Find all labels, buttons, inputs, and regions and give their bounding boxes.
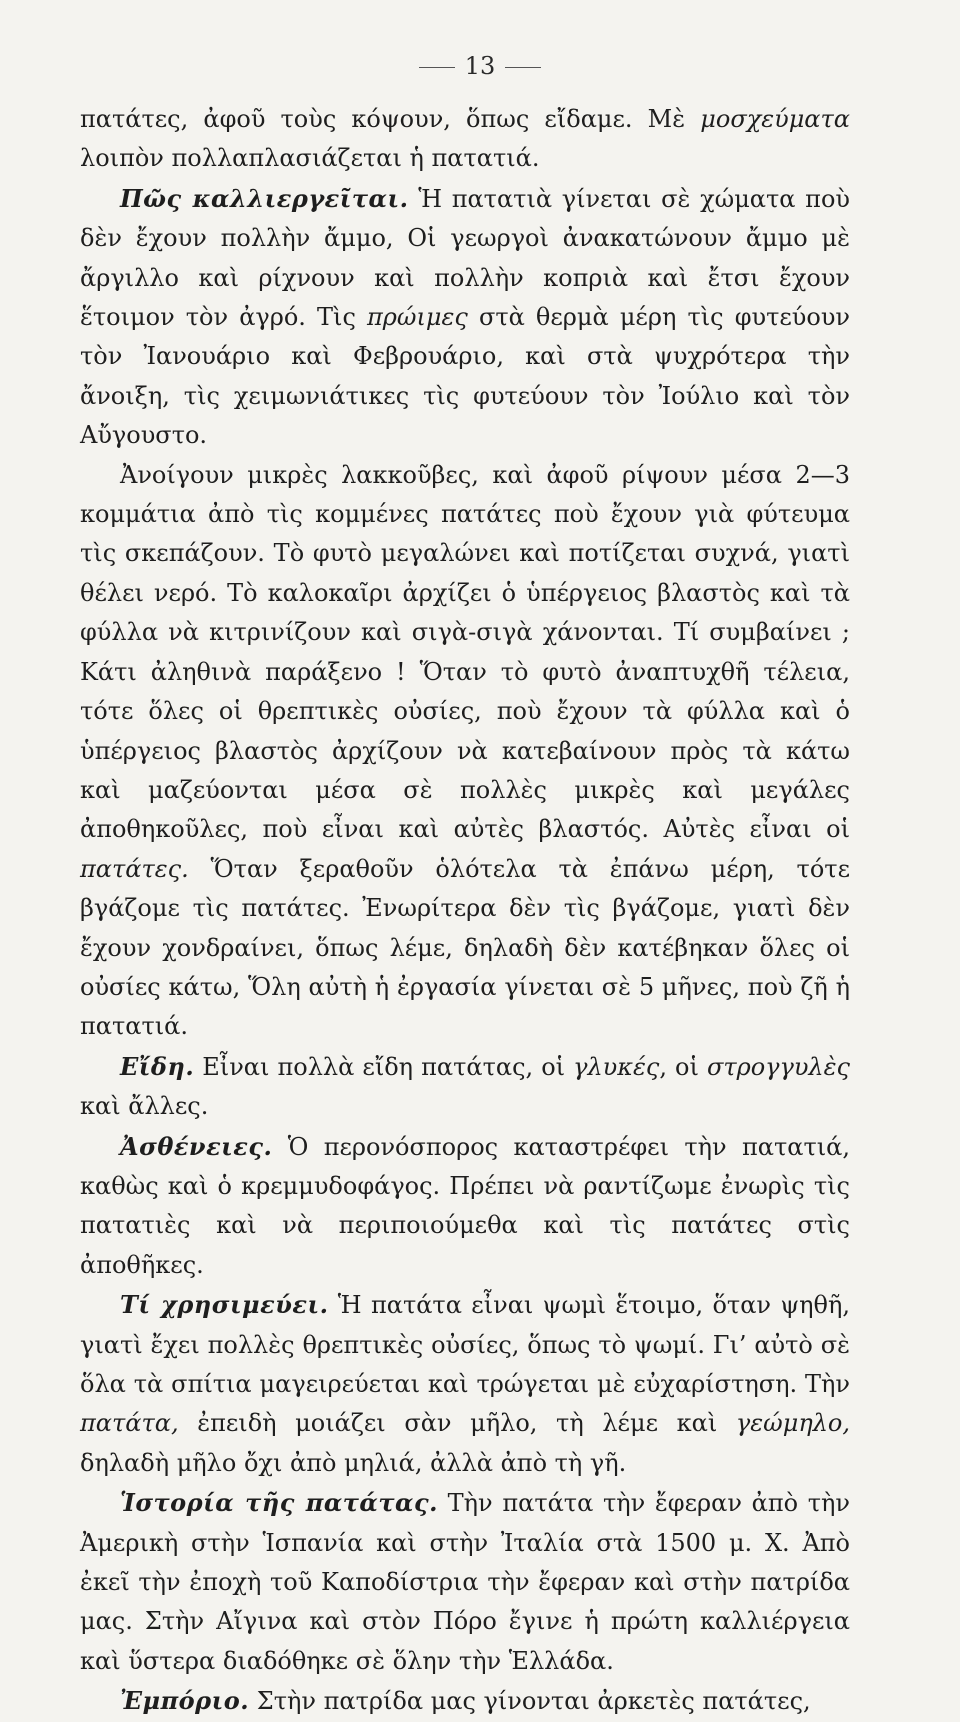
paragraph-planting: Ἀνοίγουν μικρὲς λακκοῦβες, καὶ ἀφοῦ ρίψουν μέσα 2—3 κομμάτια ἀπὸ τὶς κομμένες πατάτες ποὺ ἔχουν γιὰ φύτευμα τὶς σκεπάζουν. Τὸ φυτὸ μεγαλώνει καὶ ποτίζεται συχνά, γιατὶ θέλει νερό. Τὸ καλοκαῖρι ἀρχίζει ὁ ὑπέργειος βλαστὸς καὶ τὰ φύλλα νὰ κιτρινίζουν καὶ σιγὰ-σιγὰ χάνονται. Τί συμβαίνει ; Κάτι ἀληθινὰ παράξενο ! Ὅταν τὸ φυτὸ ἀναπτυχθῆ τέλεια, τότε ὅλες οἱ θρεπτικὲς οὐσίες, ποὺ ἔχουν τὰ φύλλα καὶ ὁ ὑπέργειος βλαστὸς ἀρχίζουν νὰ κατεβαίνουν πρὸς τὰ κάτω καὶ μαζεύονται μέσα σὲ πολλὲς μικρὲς καὶ μεγάλες ἀποθηκοῦλες, ποὺ εἶναι καὶ αὐτὲς βλαστός. Αὐτὲς εἶναι οἱ πατάτες. Ὅταν ξεραθοῦν ὁλότελα τὰ ἐπάνω μέρη, τότε βγάζομε τὶς πατάτες. Ἐνωρίτερα δὲν τὶς βγάζομε, γιατὶ δὲν ἔχουν χονδραίνει, ὅπως λέμε, δηλαδὴ δὲν κατέβηκαν ὅλες οἱ οὐσίες κάτω, Ὅλη αὐτὴ ἡ ἐργασία γίνεται σὲ 5 μῆνες, ποὺ ζῆ ἡ πατατιά. xyxy=(80,460,850,1041)
section-heading-varieties: Εἴδη. xyxy=(120,1051,195,1081)
dash-right xyxy=(505,67,541,68)
paragraph-uses: Τί χρησιμεύει. Ἡ πατάτα εἶναι ψωμὶ ἕτοιμο, ὅταν ψηθῆ, γιατὶ ἔχει πολλὲς θρεπτικὲς οὐσίες, ὅπως τὸ ψωμί. Γι’ αὐτὸ σὲ ὅλα τὰ σπίτια μαγειρεύεται καὶ τρώγεται μὲ εὐχαρίστηση. Τὴν πατάτα, ἐπειδὴ μοιάζει σὰν μῆλο, τὴ λέμε καὶ γεώμηλο, δηλαδὴ μῆλο ὄχι ἀπὸ μηλιά, ἀλλὰ ἀπὸ τὴ γῆ. xyxy=(80,1290,850,1477)
section-heading-trade: Ἐμπόριο. xyxy=(120,1686,250,1716)
paragraph-diseases: Ἀσθένειες. Ὁ περονόσπορος καταστρέφει τὴν πατατιά, καθὼς καὶ ὁ κρεμμυδοφάγος. Πρέπει νὰ ραντίζωμε ἐνωρὶς τὶς πατατιὲς καὶ νὰ περιποιούμεθα καὶ τὶς πατάτες στὶς ἀποθῆκες. xyxy=(80,1131,850,1279)
section-heading-history: Ἱστορία τῆς πατάτας. xyxy=(120,1488,438,1518)
section-heading-uses: Τί χρησιμεύει. xyxy=(120,1290,329,1320)
paragraph-cultivation: Πῶς καλλιεργεῖται. Ἡ πατατιὰ γίνεται σὲ χώματα ποὺ δὲν ἔχουν πολλὴν ἄμμο, Οἱ γεωργοὶ ἀνακατώνουν ἄμμο μὲ ἄργιλλο καὶ ρίχνουν καὶ πολλὴν κοπριὰ καὶ ἔτσι ἔχουν ἕτοιμον τὸν ἀγρό. Τὶς πρώιμες στὰ θερμὰ μέρη τὶς φυτεύουν τὸν Ἰανουάριο καὶ Φεβρουάριο, καὶ στὰ ψυχρότερα τὴν ἄνοιξη, τὶς χειμωνιάτικες τὶς φυτεύουν τὸν Ἰούλιο καὶ τὸν Αὔγουστο. xyxy=(80,183,851,450)
section-heading-cultivation: Πῶς καλλιεργεῖται. xyxy=(120,183,409,213)
dash-left xyxy=(419,67,455,68)
section-heading-diseases: Ἀσθένειες. xyxy=(120,1131,273,1161)
page-number-text: 13 xyxy=(464,52,496,80)
page-number xyxy=(0,52,960,80)
paragraph-varieties: Εἴδη. Εἶναι πολλὰ εἴδη πατάτας, οἱ γλυκές, οἱ στρογγυλὲς καὶ ἄλλες. xyxy=(80,1051,850,1121)
paragraph-trade: Ἐμπόριο. Στὴν πατρίδα μας γίνονται ἀρκετὲς πατάτες, xyxy=(120,1686,811,1716)
paragraph-intro: πατάτες, ἀφοῦ τοὺς κόψουν, ὅπως εἴδαμε. Μὲ μοσχεύματα λοιπὸν πολλαπλασιάζεται ἡ πατατιά. xyxy=(80,105,850,173)
body-text xyxy=(80,100,850,1722)
paragraph-history: Ἱστορία τῆς πατάτας. Τὴν πατάτα τὴν ἔφεραν ἀπὸ τὴν Ἀμερικὴ στὴν Ἱσπανία καὶ στὴν Ἰταλία στὰ 1500 μ. Χ. Ἀπὸ ἐκεῖ τὴν ἐποχὴ τοῦ Καποδίστρια τὴν ἔφεραν καὶ στὴν πατρίδα μας. Στὴν Αἴγινα καὶ στὸν Πόρο ἔγινε ἡ πρώτη καλλιέργεια καὶ ὕστερα διαδόθηκε σὲ ὅλην τὴν Ἑλλάδα. xyxy=(80,1488,850,1675)
